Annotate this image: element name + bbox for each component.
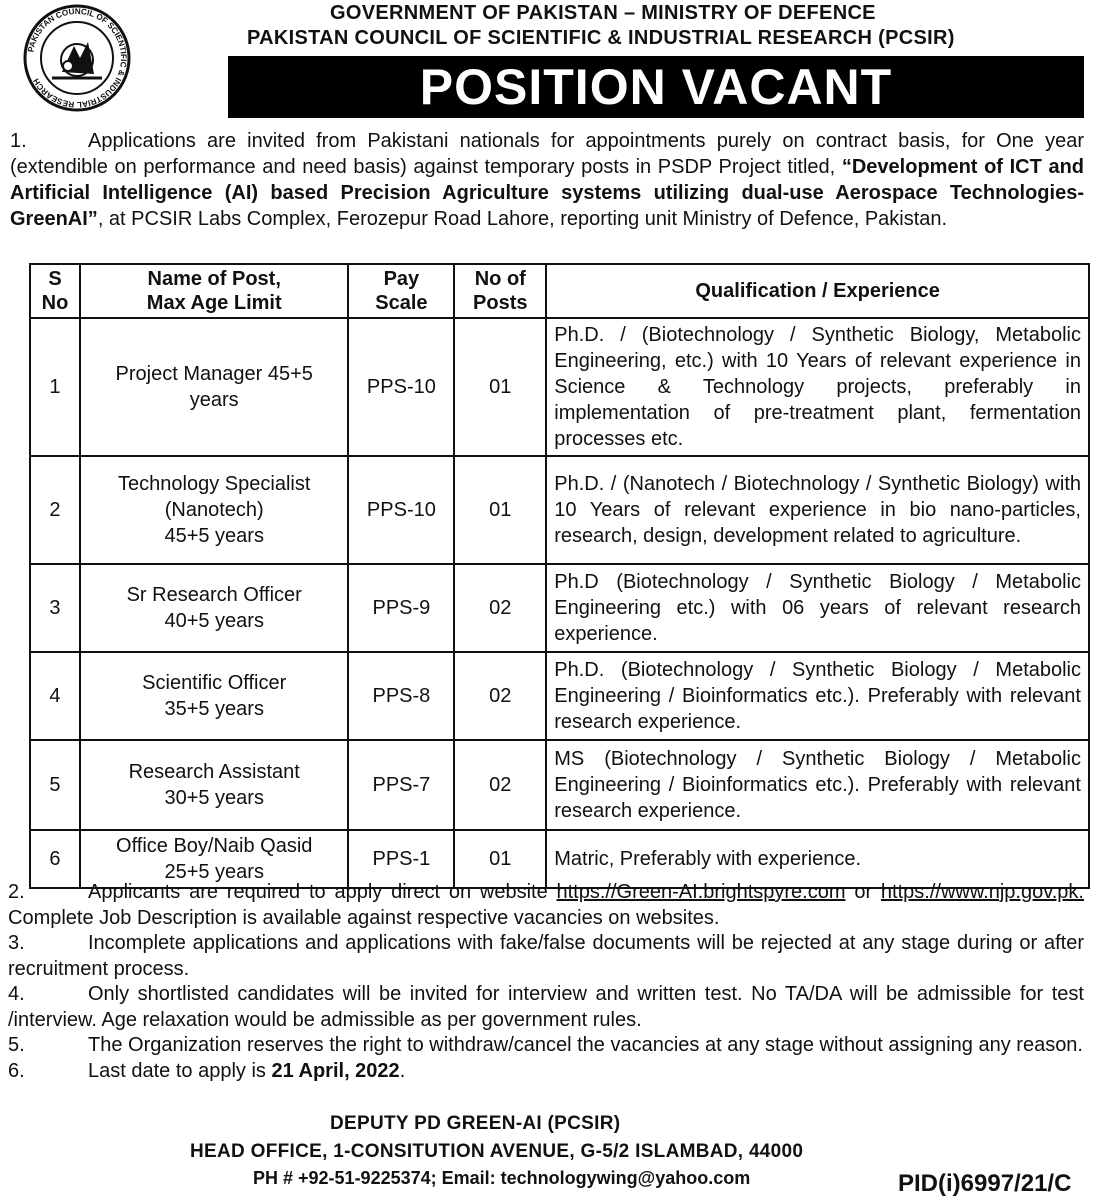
- row-post: Scientific Officer 35+5 years: [80, 652, 349, 740]
- row-posts: 02: [454, 652, 546, 740]
- note-3: 3. Incomplete applications and applications with fake/false documents will be rejected at any stage during or after recruitment process.: [8, 932, 1084, 980]
- col-post: Name of Post, Max Age Limit: [80, 264, 349, 318]
- table-row: [30, 456, 1089, 564]
- table-row: [30, 318, 1089, 456]
- row-sno: 2: [30, 456, 80, 564]
- row-qualification: Matric, Preferably with experience.: [546, 830, 1089, 888]
- note-2: 2. Applicants are required to apply direct on website https://Green-AI.brightspyre.com or https://www.njp.gov.pk. Complete Job Description is available against respective vacancies on websites.: [8, 881, 1084, 929]
- row-pay: PPS-8: [348, 652, 454, 740]
- table-row: [30, 740, 1089, 830]
- vacancy-table: [29, 263, 1090, 889]
- project-title: “Development of ICT and Artificial Intelligence (AI) based Precision Agriculture systems utilizing dual-use Aerospace Technologies-GreenAI”: [10, 156, 1084, 230]
- row-posts: 01: [454, 318, 546, 456]
- row-post: Research Assistant 30+5 years: [80, 740, 349, 830]
- header-ministry: GOVERNMENT OF PAKISTAN – MINISTRY OF DEFENCE: [330, 2, 876, 24]
- row-post: Office Boy/Naib Qasid 25+5 years: [80, 830, 349, 888]
- row-posts: 02: [454, 564, 546, 652]
- pid-code: PID(i)6997/21/C: [898, 1170, 1072, 1197]
- row-sno: 3: [30, 564, 80, 652]
- intro-number: 1.: [10, 130, 27, 152]
- footer-designation: DEPUTY PD GREEN-AI (PCSIR): [330, 1113, 621, 1134]
- row-sno: 4: [30, 652, 80, 740]
- njp-website-link[interactable]: https://www.njp.gov.pk.: [880, 881, 1084, 903]
- row-qualification: Ph.D. / (Nanotech / Biotechnology / Synthetic Biology) with 10 Years of relevant experience in bio nano-particles, research, design, development related to agriculture.: [546, 456, 1089, 564]
- table-row: [30, 652, 1089, 740]
- row-qualification: MS (Biotechnology / Synthetic Biology / Metabolic Engineering / Bioinformatics etc.). Preferably with relevant research experience.: [546, 740, 1089, 830]
- svg-text:PAKISTAN COUNCIL OF SCIENTIFIC: PAKISTAN COUNCIL OF SCIENTIFIC & INDUSTRIAL RESEARCH: [26, 6, 129, 110]
- row-sno: 1: [30, 318, 80, 456]
- table-header-row: [30, 264, 1089, 318]
- row-pay: PPS-10: [348, 456, 454, 564]
- col-sno: S No: [30, 264, 80, 318]
- pcsir-seal-icon: [22, 2, 132, 114]
- instructions: [8, 880, 1084, 1084]
- row-pay: PPS-7: [348, 740, 454, 830]
- footer-address: HEAD OFFICE, 1-CONSITUTION AVENUE, G-5/2 ISLAMBAD, 44000: [190, 1141, 804, 1162]
- footer-contact: PH # +92-51-9225374; Email: technologywing@yahoo.com: [253, 1168, 751, 1188]
- table-row: [30, 564, 1089, 652]
- row-pay: PPS-1: [348, 830, 454, 888]
- row-qualification: Ph.D (Biotechnology / Synthetic Biology / Metabolic Engineering etc.) with 06 years of relevant research experience.: [546, 564, 1089, 652]
- row-sno: 6: [30, 830, 80, 888]
- header-organization: PAKISTAN COUNCIL OF SCIENTIFIC & INDUSTRIAL RESEARCH (PCSIR): [247, 27, 955, 49]
- row-qualification: Ph.D. (Biotechnology / Synthetic Biology / Metabolic Engineering / Bioinformatics etc.). Preferably with relevant research experience.: [546, 652, 1089, 740]
- green-ai-website-link[interactable]: https://Green-AI.brightspyre.com: [556, 881, 846, 903]
- intro-text-b: , at PCSIR Labs Complex, Ferozepur Road Lahore, reporting unit Ministry of Defence, Pakistan.: [97, 208, 948, 230]
- row-pay: PPS-9: [348, 564, 454, 652]
- col-qualification: Qualification / Experience: [546, 264, 1089, 318]
- row-posts: 01: [454, 456, 546, 564]
- pcsir-logo: [22, 2, 132, 114]
- note-6: 6. Last date to apply is 21 April, 2022.: [8, 1059, 406, 1082]
- intro-paragraph: [10, 128, 1084, 232]
- row-post: Project Manager 45+5 years: [80, 318, 349, 456]
- position-vacant-banner: POSITION VACANT: [228, 56, 1084, 118]
- row-posts: 01: [454, 830, 546, 888]
- row-pay: PPS-10: [348, 318, 454, 456]
- note-5: 5. The Organization reserves the right to withdraw/cancel the vacancies at any stage without assigning any reason.: [8, 1034, 1083, 1056]
- note-4: 4. Only shortlisted candidates will be invited for interview and written test. No TA/DA will be admissible for test /interview. Age relaxation would be admissible as per government rules.: [8, 983, 1084, 1031]
- col-pay: Pay Scale: [348, 264, 454, 318]
- intro-text-a: Applications are invited from Pakistani nationals for appointments purely on contract basis, for One year (extendible on performance and need basis) against temporary posts in PSDP Project titled,: [10, 130, 1084, 178]
- last-date: 21 April, 2022: [271, 1059, 400, 1082]
- row-sno: 5: [30, 740, 80, 830]
- row-post: Sr Research Officer 40+5 years: [80, 564, 349, 652]
- col-posts: No of Posts: [454, 264, 546, 318]
- row-posts: 02: [454, 740, 546, 830]
- row-post: Technology Specialist (Nanotech) 45+5 years: [80, 456, 349, 564]
- row-qualification: Ph.D. / (Biotechnology / Synthetic Biology, Metabolic Engineering, etc.) with 10 Years of relevant experience in Science & Technology projects, preferably in implementation of pre-treatment plant, fermentation processes etc.: [546, 318, 1089, 456]
